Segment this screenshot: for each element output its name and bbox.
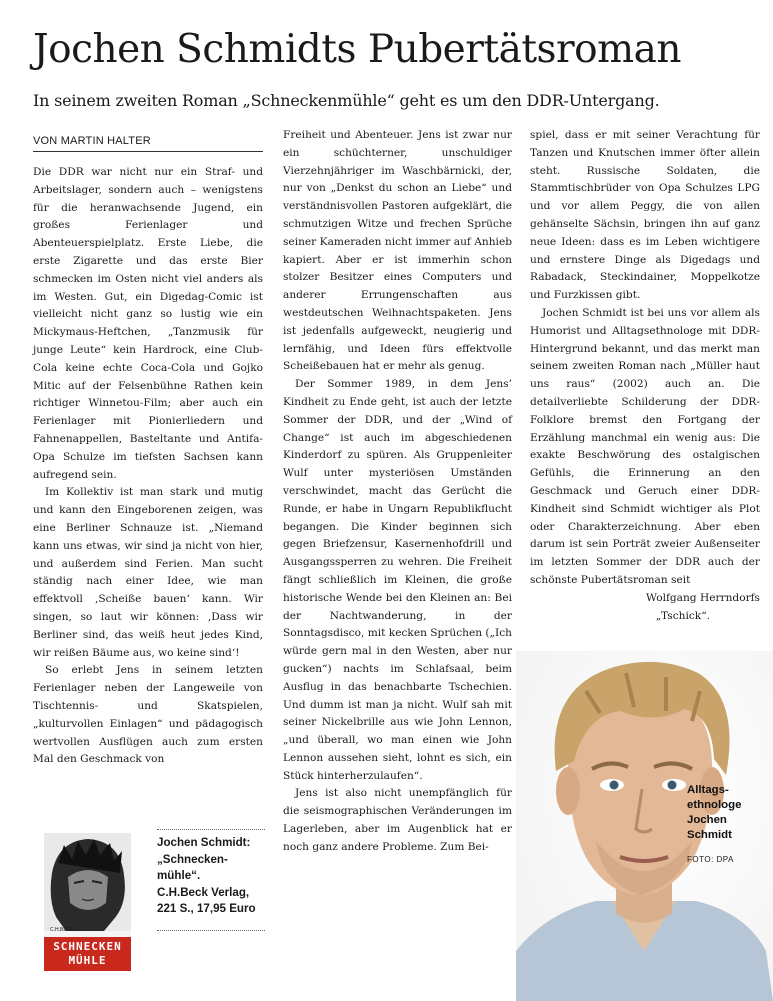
photo-caption [687,783,767,843]
book-pages-price: 221 S., 17,95 Euro [157,902,256,915]
book-cover-brand: C.H.BECK [50,927,74,933]
book-cover-title-line: SCHNECKEN [53,940,122,953]
book-publisher: C.H.Beck Verlag, [157,885,250,899]
book-author: Jochen Schmidt: [157,836,251,849]
article-column-1 [33,164,263,769]
book-cover-image [44,833,131,971]
book-cover-portrait-art [44,833,131,931]
paragraph: Jochen Schmidt ist bei uns vor allem als Humorist und Alltagsethnologe mit DDR-Hintergrund bekannt, und das merkt man seinem zweiten Roman nach „Müller haut uns raus“ (2002) auch an. Die detailverliebte Schilderung der DDR-Folklore bremst den Fortgang der Erzählung manchmal ein wenig aus: Die exakte Beschwörung des ostalgischen Gefühls, die Erinnerung an den Geschmack und Geruch einer DDR-Kindheit sind Schmidt wichtiger als Plot oder Charakterzeichnung. Aber eben darum ist sein Porträt zweier Außenseiter im letzten Sommer der DDR auch der schönste Pubertätsroman seit [530,306,760,586]
headline: Jochen Schmidts Pubertätsroman [33,27,681,72]
paragraph: Der Sommer 1989, in dem Jens’ Kindheit zu Ende geht, ist auch der letzte Sommer der DDR, und der „Wind of Change“ ist auch im abgeschiedenen Kinderdorf zu spüren. Als Gruppenleiter Wulf unter mysteriösen Umständen verschwindet, macht das Gerücht die Runde, er habe in Ungarn Republikflucht begangen. Die Kinder beginnen sich gegen Briefzensur, Kasernenhofdrill und Ausgangssperren zu wehren. Die Freiheit fängt schließlich im Kleinen, die große historische Wende bei den Kleinen an: Bei der Nachtwanderung, in der Sonntagsdisco, mit kecken Sprüchen („Ich würde gern mal in den Westen, aber nur gucken“) nachts im Schlafsaal, beim Ausflug in das benachbarte Tschechien. Und dumm ist man ja nicht. Wulf sah mit seiner Nickelbrille aus wie John Lennon, „und überall, wo man einen wie John Lennon aussehen sieht, lohnt es sich, ein Stück hinterherzulaufen“. [283,378,512,782]
signoff-line: Wolfgang Herrndorfs [646,591,760,604]
subheadline: In seinem zweiten Roman „Schneckenmühle“ geht es um den DDR-Untergang. [33,91,660,110]
article-column-2 [283,127,512,857]
book-title: „Schnecken- [157,852,228,866]
caption-line: Jochen [687,814,727,826]
paragraph: So erlebt Jens in seinem letzten Ferienlager neben der Langeweile von Tischtennis- und Skatspielen, „kulturvollen Einlagen“ und pädagogisch wertvollen Ausflügen auch zum ersten Mal den Geschmack von [33,664,263,766]
dotted-rule [157,930,265,931]
paragraph: Freiheit und Abenteuer. Jens ist zwar nur ein schüchterner, unschuldiger Vierzehnjähriger im Waschbärnicki, der, nur von „Denkst du schon an Liebe“ und verständnisvollen Pastoren aufgeklärt, die schmutzigen Witze und frechen Sprüche seiner Kameraden nicht immer auf Anhieb kapiert. Aber er ist immerhin schon stolzer Besitzer eines Computers und anderer Errungenschaften aus westdeutschen Weihnachtspaketen. Jens ist jedenfalls aufgeweckt, neugierig und lernfähig, und Ideen fürs effektvolle Scheißebauen hat er mehr als genug. [283,129,512,373]
signoff-line: „Tschick“. [655,609,710,622]
caption-line: Schmidt [687,829,732,841]
book-info-box [44,823,266,973]
book-details [157,835,269,918]
caption-line: ethnologe [687,799,742,811]
photo-credit: FOTO: DPA [687,855,734,864]
paragraph: Die DDR war nicht nur ein Straf- und Arbeitslager, sondern auch – wenigstens für die heranwachsende Jugend, ein großes Ferienlager und Abenteuerspielplatz. Erste Liebe, die erste Zigarette und das erste Bier schmecken im Osten nicht viel anders als im Westen. Gut, ein Digedag-Comic ist vielleicht nicht ganz so lustig wie ein Mickymaus-Heftchen, „Tanzmusik für junge Leute“ kein Hardrock, eine Club-Cola keine echte Coca-Cola und Gojko Mitic auf der Felsenbühne Rathen kein richtiger Winnetou-Film; aber auch ein Ferienlager mit Pionierliedern und Fahnenappellen, Basteltante und Antifa-Opa Schulze im tiefsten Sachsen kann aufregend sein. [33,166,263,481]
caption-line: Alltags- [687,784,729,796]
paragraph: Jens ist also nicht unempfänglich für die seismographischen Veränderungen im Lagerleben, aber im Augenblick hat er noch ganz andere Probleme. Zum Bei- [283,787,512,853]
book-cover-title [44,940,131,968]
byline: VON MARTIN HALTER [33,133,263,152]
article-column-3 [530,127,760,625]
paragraph: spiel, dass er mit seiner Verachtung für Tanzen und Knutschen immer öfter allein steht. Russische Soldaten, die Stammtischbrüder von Opa Schulzes LPG und vor allem Peggy, die von allen gehänselte Sächsin, bringen ihn auf ganz neue Ideen: dass es im Leben wichtigere und ernstere Dinge als Digedags und Rabadack, Steckindainer, Moppelkotze und Furzkissen gibt. [530,129,760,302]
paragraph: Im Kollektiv ist man stark und mutig und kann den Eingeborenen zeigen, was eine Berliner Schnauze ist. „Niemand kann uns etwas, wir sind ja nicht von hier, und außerdem sind Ferien. Man sucht ständig nach einer Idee, wie man effektvoll ,Scheiße bauen‘ kann. Wir singen, so laut wir können: ,Dass wir Berliner sind, das weiß heut jedes Kind, wir reißen Bäume aus, wo keine sind‘! [33,486,263,659]
dotted-rule [157,829,265,830]
book-cover-title-line: MÜHLE [68,954,107,967]
book-title: mühle“. [157,869,201,882]
